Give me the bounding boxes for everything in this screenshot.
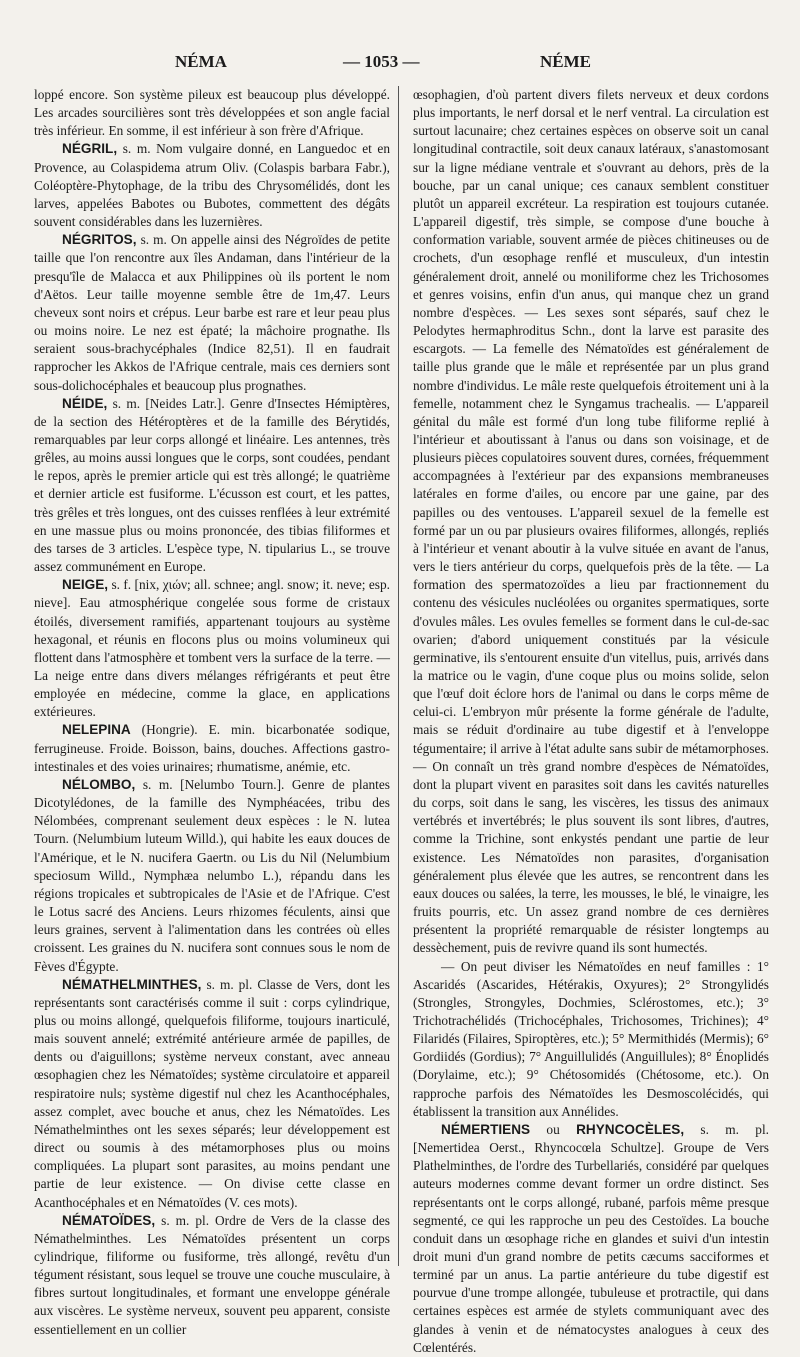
entry-text: s. f. [nix, χιών; all. schnee; angl. snow; it. neve; esp. nieve]. Eau atmosphérique congelée sous forme de cristaux étoilés, diversement ramifiés, appartenant toujours au système hexagonal, et réunis en flocons plus ou moins volumineux qui flottent dans l'atmosphère et tombent vers la surface de la terre. — La neige entre dans divers mélanges réfrigérants et peut être employée en médecine, comme la glace, en applications extérieures. <box>34 577 390 720</box>
entry-connector: ou <box>530 1121 577 1137</box>
entry-text: s. m. [Nelumbo Tourn.]. Genre de plantes Dicotylédones, de la famille des Nymphéacées, tribu des Nélombées, comprenant seulement deux espèces : le N. lutea Tourn. (Nelumbium luteum Willd.), qui habite les eaux douces de l'Amérique, et le N. nucifera Gaertn. ou Lis du Nil (Nelumbium speciosum Willd., Nymphæa nelumbo L.), répandu dans les régions tropicales et subtropicales de l'Asie et de l'Afrique. C'est le Lotus sacré des Anciens. Leurs rhizomes féculents, ainsi que leurs graines, servent à l'alimentation dans les contrées où elles croissent. Les graines du N. nucifera sont connues sous le nom de Fèves d'Égypte. <box>34 776 390 974</box>
entry-negril <box>34 140 390 231</box>
entry-headword: NELEPINA <box>62 722 131 738</box>
column-divider <box>398 86 399 1266</box>
entry-headword: NÉMATOÏDES, <box>62 1212 156 1228</box>
entry-neide <box>34 395 390 577</box>
entry-headword: NEIGE, <box>62 577 109 593</box>
header-right-guideword: NÉME <box>540 52 591 71</box>
right-column <box>413 86 769 1357</box>
entry-text: s. m. pl. [Nemertidea Oerst., Rhyncocœla Schultze]. Groupe de Vers Plathelminthes, de l'ordre des Turbellariés, considéré par quelques auteurs modernes comme devant former un ordre distinct. Ses représentants ont le corps allongé, rubané, parfois même presque segmenté, ce qui les rapproche un peu des Cestoïdes. La bouche conduit dans un œsophage riche en glandes et suivi d'un intestin droit muni d'un grand nombre de petits cæcums sacciformes et terminé par un anus. La partie antérieure du tube digestif est pourvue d'une trompe allongée, tubuleuse et protractile, qui dans certaines espèces est armée de stylets communiquant avec des glandes à venin et de nématocystes analogues à ceux des Cœlentérés. <box>413 1121 770 1355</box>
left-column <box>34 86 390 1339</box>
families-paragraph: — On peut diviser les Nématoïdes en neuf familles : 1° Ascaridés (Ascarides, Hétérakis, Oxyures); 2° Strongylidés (Strongles, Strongyles, Dochmies, Sclérostomes, etc.); 3° Trichotrachélidés (Trichocéphales, Trichosomes, Trichines); 4° Filaridés (Filaires, Spiroptères, etc.); 5° Mermithidés (Mermis); 6° Gordiidés (Gordius); 7° Anguillulidés (Anguillules); 8° Énoplidés (Dorylaime, etc.); 9° Chétosomidés (Chétosome, etc.). On rapproche parfois des Nématoïdes les Desmoscolécidés, qui établissent la transition aux Annélides. <box>413 958 769 1119</box>
entry-nematoides <box>34 1212 390 1339</box>
entry-nemertiens <box>413 1121 769 1357</box>
entry-text: s. m. On appelle ainsi des Négroïdes de petite taille que l'on rencontre aux îles Andaman, dans l'intérieur de la presqu'île de Malacca et aux Philippines où ils portent le nom d'Aëtos. Leur taille moyenne semble être de 1m,47. Leurs cheveux sont noirs et crépus. Leur barbe est rare et leur peau plus ou moins noire. Le nez est épaté; la mâchoire prognathe. Ils seraient sous-brachycéphales (Indice 82,51). Il en faudrait rapprocher les Akkos de l'Afrique centrale, mais ces derniers sont sous-dolichocéphales et beaucoup plus prognathes. <box>34 232 390 393</box>
entry-headword: NÉMATHELMINTHES, <box>62 976 202 992</box>
entry-headword: NÉMERTIENS <box>441 1121 531 1137</box>
entry-headword: NÉLOMBO, <box>62 776 136 792</box>
page-number: — 1053 — <box>343 52 420 71</box>
entry-nelepina <box>34 721 390 775</box>
header-left-guideword: NÉMA <box>175 52 227 71</box>
entry-headword-alt: RHYNCOCÈLES, <box>576 1121 685 1137</box>
entry-headword: NÉGRITOS, <box>62 232 137 248</box>
entry-text: (Hongrie). E. min. bicarbonatée sodique, ferrugineuse. Froide. Boisson, bains, douches. Affections gastro-intestinales et des voies urinaires; rhumatisme, anémie, etc. <box>34 722 390 774</box>
entry-text: s. m. pl. Ordre de Vers de la classe des Némathelminthes. Les Nématoïdes présentent un corps cylindrique, filiforme ou fusiforme, très allongé, revêtu d'un tégument résistant, sous lequel se trouve une couche musculaire, à fibres surtout longitudinales, et formant une enveloppe générale aux viscères. Le système nerveux, souvent peu apparent, consiste essentiellement en un collier <box>34 1212 390 1337</box>
entry-headword: NÉIDE, <box>62 395 108 411</box>
entry-nemathelminthes <box>34 976 390 1212</box>
entry-nelombo <box>34 776 390 976</box>
entry-text: s. m. Nom vulgaire donné, en Languedoc et en Provence, au Colaspidema atrum Oliv. (Colaspis barbara Fabr.), Coléoptère-Phytophage, de la tribu des Chrysomélidés, dont les larves, appelées Babotes ou Bubotes, commettent des dégâts souvent considérables dans les luzernières. <box>34 141 390 230</box>
running-header <box>0 52 800 76</box>
continued-paragraph: loppé encore. Son système pileux est beaucoup plus développé. Les arcades sourcilières sont très développées et son angle facial très inférieur. En somme, il est inférieur à son frère d'Afrique. <box>34 87 390 139</box>
continued-paragraph: œsophagien, d'où partent divers filets nerveux et deux cordons plus importants, le nerf dorsal et le nerf ventral. La circulation est surtout lacunaire; chez certaines espèces on observe soit un canal longitudinal contractile, soit deux canaux latéraux, s'anastomosant sur la ligne médiane ventrale et s'ouvrant au dehors, près de la bouche, par un canal unique; ces canaux semblent constituer plutôt un appareil excréteur. La respiration est toujours cutanée. L'appareil digestif, très simple, se compose d'une bouche à conformation variable, souvent armée de pièces chitineuses ou de crochets, d'un œsophage renflé et musculeux, d'un intestin généralement droit, annelé ou moniliforme chez les Trichosomes et genres voisins, enfin d'un anus, qui manque chez un grand nombre d'espèces. — Les sexes sont séparés, sauf chez le Pelodytes hermaphroditus Schn., dont la larve est parasite des escargots. — La femelle des Nématoïdes est généralement de taille plus grande que le mâle et représentée par un plus grand nombre d'individus. Le mâle reste quelquefois étroitement uni à la femelle, notamment chez le Syngamus trachealis. — L'appareil génital du mâle est formé d'un long tube filiforme replié à l'intérieur et aboutissant à l'anus ou dans son voisinage, et de plusieurs pièces copulatoires souvent dures, cornées, fréquemment accompagnées à l'extérieur par des expansions membraneuses latérales en forme d'ailes, ou encore par une gaine, par des papilles ou des ventouses. L'appareil sexuel de la femelle est formé par un ou par plusieurs ovaires filiformes, allongés, repliés à l'intérieur et venant aboutir à la vulve située en avant de l'anus, vers le tiers antérieur du corps, quelquefois près de la tête. — La formation des spermatozoïdes a lieu par fractionnement du contenu des vésicules nucléolées ou organites spermatiques, sorte d'ovules mâles. Les ovules femelles se forment dans le cul-de-sac ovarien; d'abord uniquement constitués par la vésicule germinative, ils s'entourent ensuite d'un vitellus, puis, arrivés dans la matrice ou le vagin, d'une coque plus ou moins solide, selon que l'œuf doit éclore hors de l'animal ou dans le corps même de celui-ci. L'embryon mûr présente la forme générale de l'adulte, mais se réduit d'ordinaire au tube digestif et à l'enveloppe tégumentaire; il arrive à l'état adulte sans subir de métamorphoses. — On connaît un très grand nombre d'espèces de Nématoïdes, dont la plupart vivent en parasites soit dans les cavités naturelles du corps, soit dans le sang, les viscères, les tissus des animaux vertébrés et invertébrés; le plus souvent ils sont libres, d'autres, comme la Trichine, sont enkystés pendant une partie de leur existence. Les Nématoïdes non parasites, d'organisation généralement plus élevée que les autres, se rencontrent dans les eaux douces ou salées, la terre, les mousses, le blé, le vinaigre, les fruits pourris, etc. Un assez grand nombre de ces dernières présentent la propriété remarquable de résister longtemps au dessèchement, puis de revivre quand ils sont humectés. <box>413 87 769 956</box>
entry-text: s. m. pl. Classe de Vers, dont les représentants sont caractérisés comme il suit : corps cylindrique, plus ou moins allongé, quelquefois filiforme, toujours inarticulé, mais souvent annelé; extrémité antérieure armée de papilles, de dents ou d'aiguillons; système nerveux constant, avec anneau œsophagien chez les Nématoïdes; système circulatoire et appareil respiratoire nuls; système digestif nul chez les Acanthocéphales, assez complet, avec bouche et anus, chez les Nématoïdes. Les Némathelminthes ont les sexes séparés; leur développement est direct ou soumis à des métamorphoses plus ou moins compliquées. La plupart sont parasites, au moins pendant une partie de leur existence. — On divise cette classe en Acanthocéphales et en Nématoïdes (V. ces mots). <box>34 976 390 1210</box>
entry-neige <box>34 576 390 721</box>
entry-text: s. m. [Neides Latr.]. Genre d'Insectes Hémiptères, de la section des Hétéroptères et de la famille des Bérytidés, remarquables par leur corps allongé et linéaire. Les antennes, très grêles, au moins aussi longues que le corps, sont coudées, pendant le repos, après le premier article qui est très allongé; le quatrième et dernier article est fusiforme. L'écusson est court, et les pattes, très grêles et très longues, ont des cuisses renflées à leur extrémité en une massue plus ou moins prononcée, des tibias filiformes et des tarses de 3 articles. L'espèce type, N. tipularius L., se trouve assez communément en Europe. <box>34 395 390 575</box>
entry-headword: NÉGRIL, <box>62 141 118 157</box>
entry-negritos <box>34 231 390 394</box>
